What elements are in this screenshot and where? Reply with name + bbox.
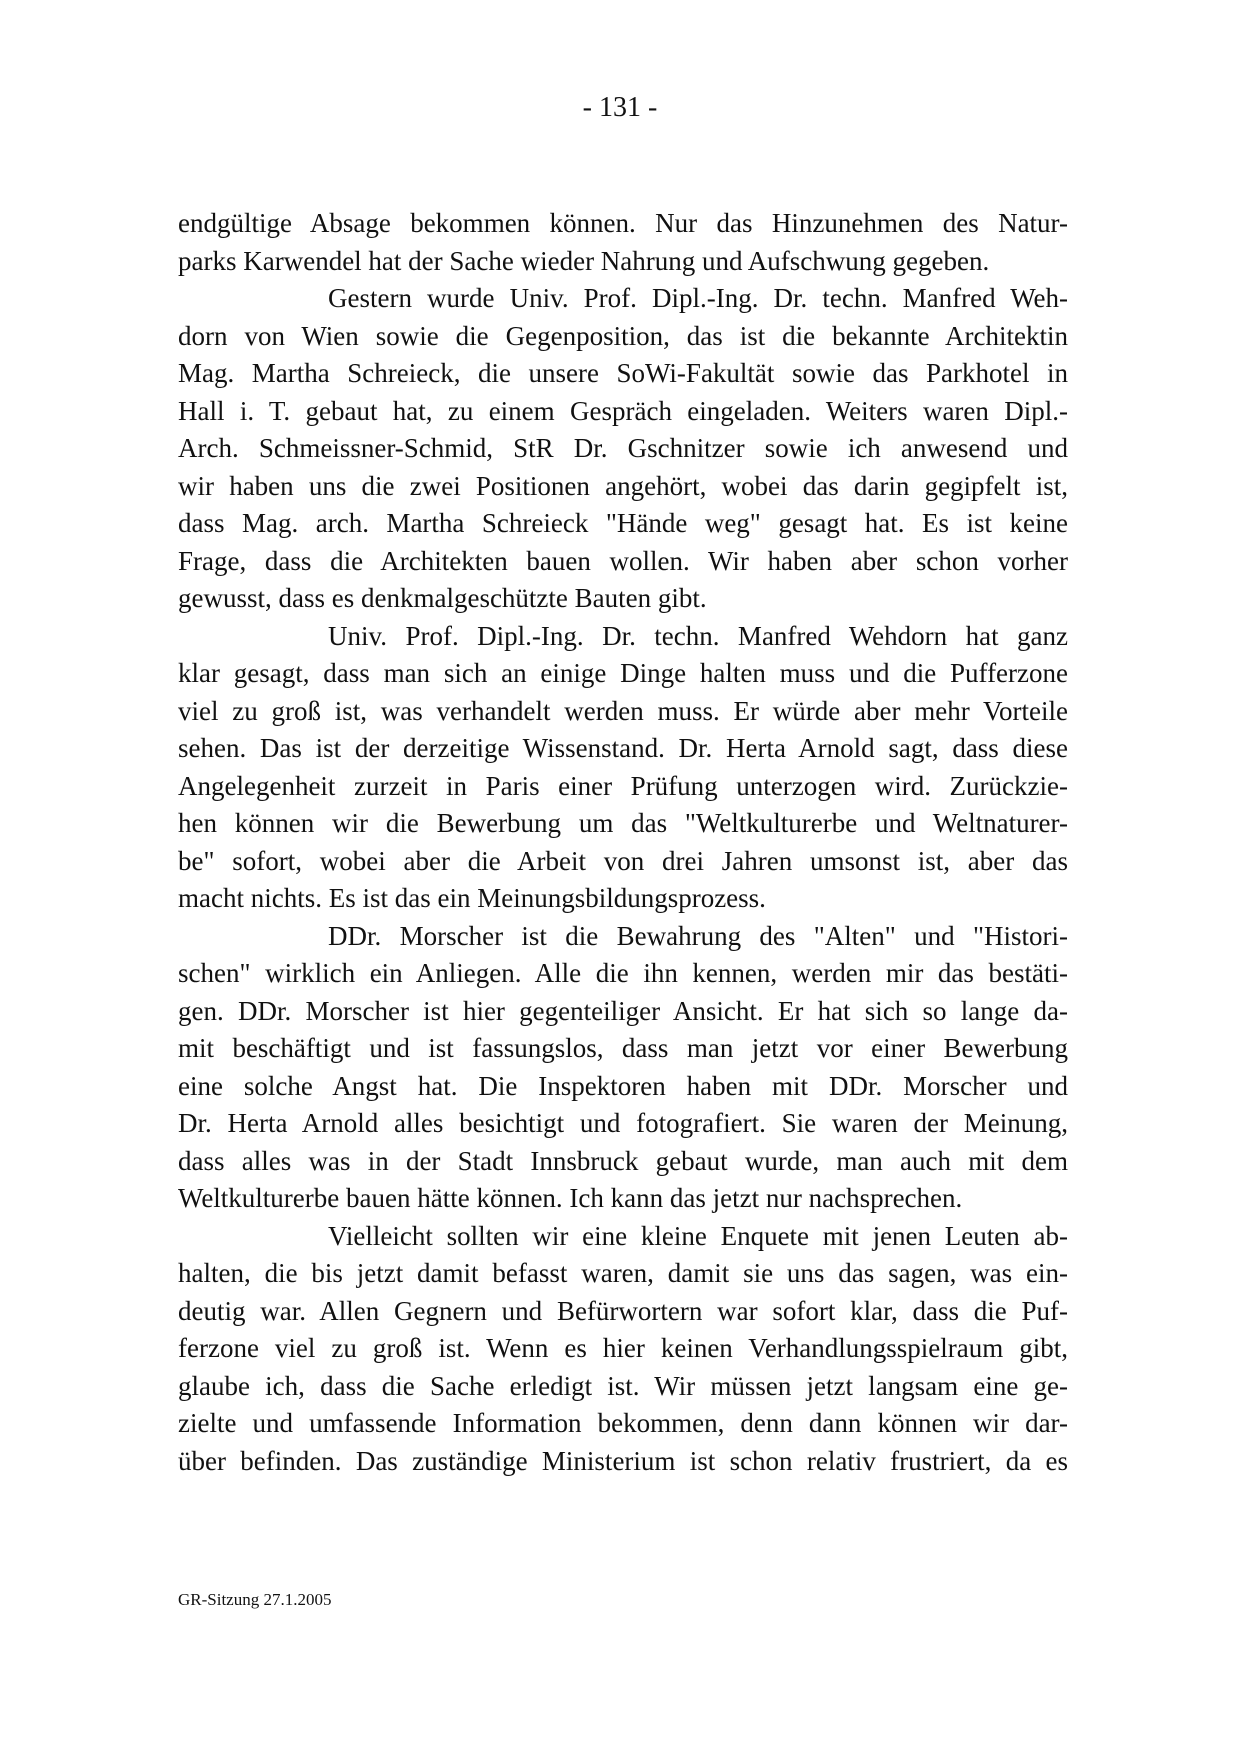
text-line: sehen. Das ist der derzeitige Wissenstand. Dr. Herta Arnold sagt, dass diese	[178, 733, 1068, 763]
text-line: deutig war. Allen Gegnern und Befürwortern war sofort klar, dass die Puf-	[178, 1295, 1068, 1326]
text-line: klar gesagt, dass man sich an einige Dinge halten muss und die Pufferzone	[178, 658, 1068, 688]
text-line: eine solche Angst hat. Die Inspektoren haben mit DDr. Morscher und	[178, 1070, 1068, 1101]
text-line: dorn von Wien sowie die Gegenposition, das ist die bekannte Architektin	[178, 320, 1068, 351]
text-line: gewusst, dass es denkmalgeschützte Bauten gibt.	[178, 583, 707, 613]
footer-session-date: GR-Sitzung 27.1.2005	[178, 1590, 332, 1609]
page-number: - 131 -	[582, 92, 658, 123]
text-line: Weltkulturerbe bauen hätte können. Ich kann das jetzt nur nachsprechen.	[178, 1183, 963, 1213]
text-line: mit beschäftigt und ist fassungslos, dass man jetzt vor einer Bewerbung	[178, 1033, 1068, 1063]
text-line: macht nichts. Es ist das ein Meinungsbildungsprozess.	[178, 883, 766, 913]
text-line: halten, die bis jetzt damit befasst waren, damit sie uns das sagen, was ein-	[178, 1258, 1068, 1288]
body-text	[178, 205, 1068, 1480]
text-line: Mag. Martha Schreieck, die unsere SoWi-Fakultät sowie das Parkhotel in	[178, 358, 1068, 388]
text-line: Arch. Schmeissner-Schmid, StR Dr. Gschnitzer sowie ich anwesend und	[178, 433, 1068, 463]
text-line: endgültige Absage bekommen können. Nur das Hinzunehmen des Natur-	[178, 208, 1068, 238]
text-line: parks Karwendel hat der Sache wieder Nahrung und Aufschwung gegeben.	[178, 245, 990, 276]
text-line: viel zu groß ist, was verhandelt werden muss. Er würde aber mehr Vorteile	[178, 695, 1068, 726]
text-line: dass Mag. arch. Martha Schreieck "Hände weg" gesagt hat. Es ist keine	[178, 508, 1068, 538]
text-line: Angelegenheit zurzeit in Paris einer Prüfung unterzogen wird. Zurückzie-	[178, 770, 1068, 801]
text-line: Dr. Herta Arnold alles besichtigt und fotografiert. Sie waren der Meinung,	[178, 1108, 1068, 1138]
text-line: über befinden. Das zuständige Ministerium ist schon relativ frustriert, da es	[178, 1445, 1068, 1476]
text-line: gen. DDr. Morscher ist hier gegenteiliger Ansicht. Er hat sich so lange da-	[178, 995, 1068, 1026]
paragraph-first-line: Vielleicht sollten wir eine kleine Enquete mit jenen Leuten ab-	[328, 1220, 1068, 1251]
text-line: be" sofort, wobei aber die Arbeit von drei Jahren umsonst ist, aber das	[178, 845, 1068, 876]
text-line: hen können wir die Bewerbung um das "Weltkulturerbe und Weltnaturer-	[178, 808, 1068, 838]
text-line: glaube ich, dass die Sache erledigt ist. Wir müssen jetzt langsam eine ge-	[178, 1370, 1068, 1401]
text-line: schen" wirklich ein Anliegen. Alle die ihn kennen, werden mir das bestäti-	[178, 958, 1068, 988]
text-line: dass alles was in der Stadt Innsbruck gebaut wurde, man auch mit dem	[178, 1145, 1068, 1176]
text-line: ferzone viel zu groß ist. Wenn es hier keinen Verhandlungsspielraum gibt,	[178, 1333, 1068, 1363]
paragraph-first-line: Gestern wurde Univ. Prof. Dipl.-Ing. Dr. techn. Manfred Weh-	[328, 283, 1068, 313]
paragraph-first-line: Univ. Prof. Dipl.-Ing. Dr. techn. Manfred Wehdorn hat ganz	[328, 620, 1068, 651]
text-line: wir haben uns die zwei Positionen angehört, wobei das darin gegipfelt ist,	[178, 470, 1068, 501]
text-line: Hall i. T. gebaut hat, zu einem Gespräch eingeladen. Weiters waren Dipl.-	[178, 395, 1068, 426]
paragraph-first-line: DDr. Morscher ist die Bewahrung des "Alten" und "Histori-	[328, 920, 1068, 951]
text-line: Frage, dass die Architekten bauen wollen. Wir haben aber schon vorher	[178, 545, 1068, 576]
text-line: zielte und umfassende Information bekommen, denn dann können wir dar-	[178, 1408, 1068, 1438]
